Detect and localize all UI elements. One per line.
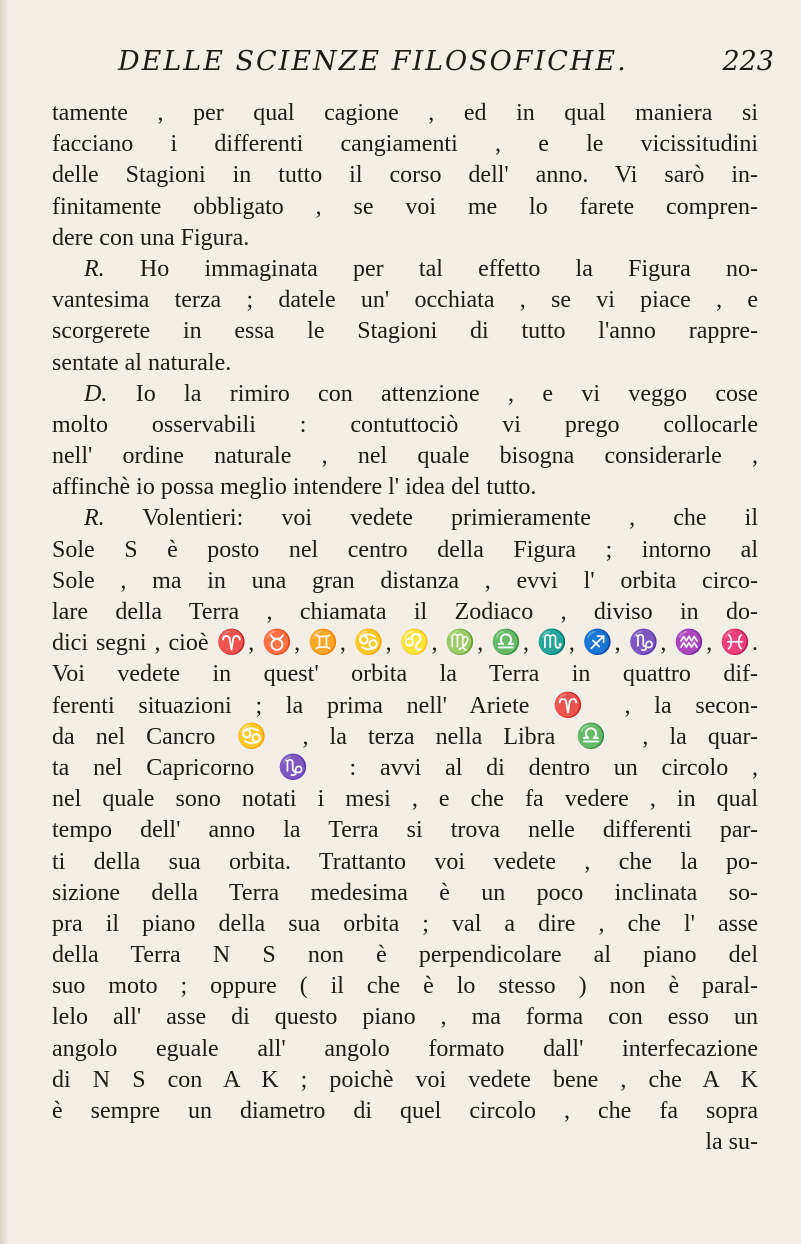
line-text: lelo all' asse di questo piano , ma forma con esso un (52, 1004, 758, 1031)
text-line (52, 784, 758, 815)
line-text: Ho immaginata per tal effetto la Figura no- (139, 255, 759, 282)
body-text (52, 98, 774, 1158)
text-line (52, 971, 758, 1002)
text-line (52, 1002, 758, 1033)
line-text: da nel Cancro ♋ , la terza nella Libra ♎ , la quar- (52, 723, 758, 750)
line-text: sizione della Terra medesima è un poco inclinata so- (52, 879, 758, 906)
text-line (52, 441, 758, 472)
text-line (52, 410, 758, 441)
line-text: ti della sua orbita. Trattanto voi vedete , che la po- (52, 848, 758, 875)
text-line (52, 160, 758, 191)
text-line (52, 472, 758, 503)
speaker-label: D. (84, 380, 108, 407)
line-text: di N S con A K ; poichè voi vedete bene , che A K (52, 1066, 758, 1093)
text-line (52, 1127, 758, 1158)
text-line (52, 379, 758, 410)
text-line (52, 909, 758, 940)
running-head (52, 46, 774, 96)
text-line (52, 628, 758, 659)
text-line (52, 535, 758, 566)
text-line (52, 285, 758, 316)
line-text: Io la rimiro con attenzione , e vi veggo cose (135, 380, 759, 407)
text-line (52, 1065, 758, 1096)
line-text: Voi vedete in quest' orbita la Terra in quattro dif- (52, 661, 758, 688)
line-text: sentate al naturale. (52, 349, 232, 376)
line-text: Volentieri: voi vedete primieramente , che il (142, 505, 758, 532)
text-line (52, 659, 758, 690)
line-text: facciano i differenti cangiamenti , e le vicissitudini (52, 131, 758, 158)
text-line (52, 691, 758, 722)
line-text: della Terra N S non è perpendicolare al piano del (52, 942, 758, 969)
line-text: pra il piano della sua orbita ; val a dire , che l' asse (52, 910, 758, 937)
text-line (52, 1034, 758, 1065)
line-text: dici segni , cioè ♈, ♉, ♊, ♋, ♌, ♍, ♎, ♏, ♐, ♑, ♒, ♓. (52, 630, 758, 657)
line-text: molto osservabili : contuttociò vi prego collocarle (52, 411, 758, 438)
text-line (52, 316, 758, 347)
line-text: affinchè io possa meglio intendere l' idea del tutto. (52, 474, 537, 501)
line-text: nel quale sono notati i mesi , e che fa vedere , in qual (52, 786, 758, 813)
text-line (52, 597, 758, 628)
line-text: Sole S è posto nel centro della Figura ; intorno al (52, 536, 758, 563)
text-line (52, 566, 758, 597)
text-line (52, 254, 758, 285)
line-text: tamente , per qual cagione , ed in qual maniera si (52, 100, 758, 126)
text-line (52, 940, 758, 971)
line-text: ferenti situazioni ; la prima nell' Ariete ♈ , la secon- (52, 692, 758, 719)
text-line (52, 129, 758, 160)
text-line (52, 98, 758, 129)
text-line (52, 1096, 758, 1127)
text-line (52, 722, 758, 753)
line-text: tempo dell' anno la Terra si trova nelle differenti par- (52, 817, 758, 844)
text-line (52, 847, 758, 878)
line-text: lare della Terra , chiamata il Zodiaco , diviso in do- (52, 599, 758, 625)
line-text: nell' ordine naturale , nel quale bisogna considerarle , (52, 443, 758, 470)
text-line (52, 348, 758, 379)
line-text: dere con una Figura. (52, 224, 250, 251)
text-line (52, 503, 758, 534)
text-line (52, 192, 758, 223)
line-text: scorgerete in essa le Stagioni di tutto l'anno rappre- (52, 318, 758, 345)
text-line (52, 815, 758, 846)
line-text: suo moto ; oppure ( il che è lo stesso ) non è paral- (52, 973, 758, 1000)
line-text: vantesima terza ; datele un' occhiata , se vi piace , e (52, 287, 758, 314)
book-page (52, 46, 774, 1158)
page-number: 223 (722, 46, 774, 77)
text-line (52, 223, 758, 254)
line-text: la su- (705, 1129, 758, 1156)
line-text: ta nel Capricorno ♑ : avvi al di dentro un circolo , (52, 754, 758, 781)
line-text: angolo eguale all' angolo formato dall' interfecazione (52, 1035, 758, 1062)
line-text: finitamente obbligato , se voi me lo farete compren- (52, 193, 758, 220)
text-line (52, 878, 758, 909)
book-spine-shadow (0, 0, 8, 1244)
line-text: Sole , ma in una gran distanza , evvi l' orbita circo- (52, 567, 758, 594)
text-line (52, 753, 758, 784)
line-text: è sempre un diametro di quel circolo , che fa sopra (52, 1098, 758, 1124)
line-text: delle Stagioni in tutto il corso dell' anno. Vi sarò in- (52, 162, 758, 189)
running-title: DELLE SCIENZE FILOSOFICHE. (118, 46, 628, 77)
speaker-label: R. (84, 255, 105, 282)
speaker-label: R. (84, 505, 105, 532)
